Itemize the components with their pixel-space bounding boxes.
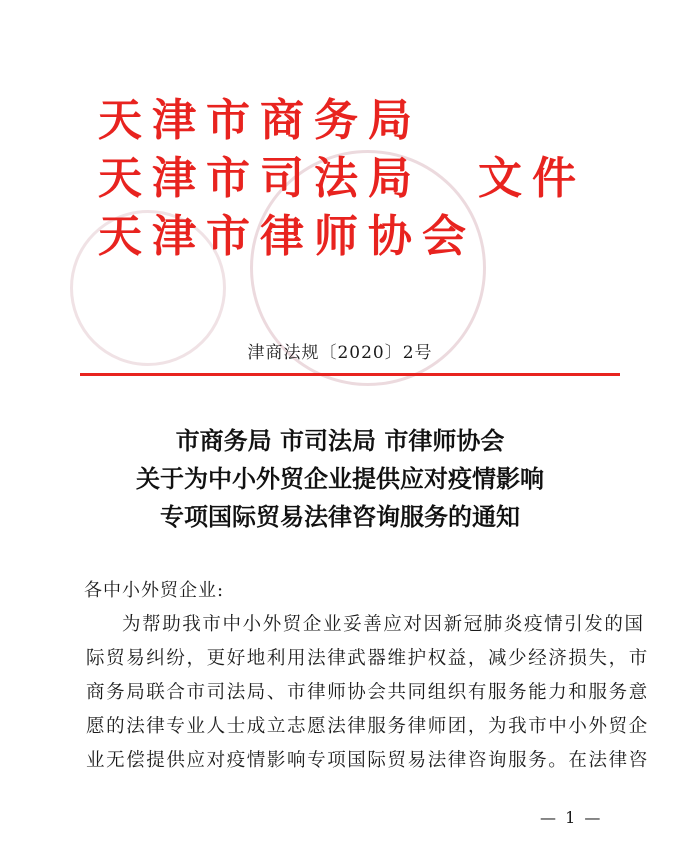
red-divider (80, 373, 620, 376)
salutation: 各中小外贸企业: (84, 580, 225, 601)
document-title (0, 422, 680, 536)
title-line-1: 市商务局 市司法局 市律师协会 (175, 426, 505, 455)
masthead-line-justice: 天津市司法局 (98, 153, 422, 204)
title-line-2: 关于为中小外贸企业提供应对疫情影响 (136, 464, 544, 493)
masthead-suffix: 文件 (478, 153, 586, 204)
body-line: 为帮助我市中小外贸企业妥善应对因新冠肺炎疫情引发的国 (122, 614, 645, 635)
masthead-line-commerce: 天津市商务局 (98, 95, 422, 146)
body-line: 商务局联合市司法局、市律师协会共同组织有服务能力和服务意 (86, 682, 649, 703)
title-line-3: 专项国际贸易法律咨询服务的通知 (160, 502, 520, 531)
body-line: 业无偿提供应对疫情影响专项国际贸易法律咨询服务。在法律咨 (86, 750, 649, 771)
document-number: 津商法规〔2020〕2号 (247, 343, 433, 363)
masthead (98, 92, 586, 266)
body-line: 际贸易纠纷，更好地利用法律武器维护权益，减少经济损失，市 (86, 648, 649, 669)
masthead-line-lawyers: 天津市律师协会 (98, 211, 476, 262)
body-paragraph (86, 608, 649, 778)
page-number: — 1 — (540, 808, 603, 827)
body-line: 愿的法律专业人士成立志愿法律服务律师团，为我市中小外贸企 (86, 716, 649, 737)
